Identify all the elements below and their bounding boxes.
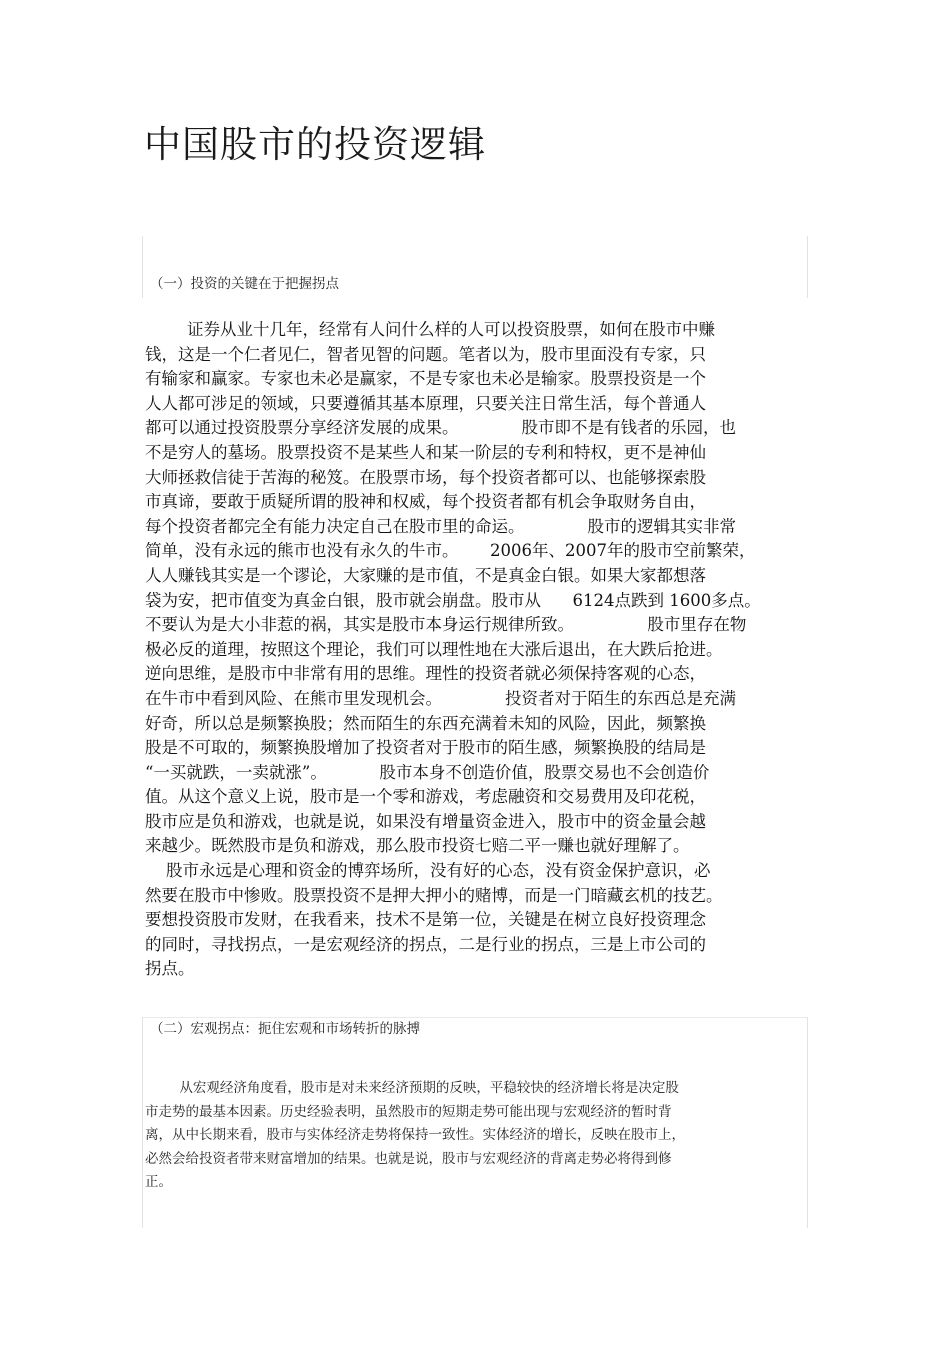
paragraph-line: 从宏观经济角度看，股市是对未来经济预期的反映，平稳较快的经济增长将是决定股 [145,1080,679,1096]
paragraph-line: 拐点。 [145,959,195,979]
paragraph-line: 有输家和赢家。专家也未必是赢家，不是专家也未必是输家。股票投资是一个 [145,369,706,389]
paragraph-line: 正。 [145,1174,172,1190]
paragraph-line: 钱，这是一个仁者见仁，智者见智的问题。笔者以为，股市里面没有专家，只 [145,344,706,364]
paragraph-line: 极必反的道理，按照这个理论，我们可以理性地在大涨后退出，在大跌后抢进。 [145,639,723,659]
paragraph-line: 必然会给投资者带来财富增加的结果。也就是说，股市与宏观经济的背离走势必将得到修 [145,1150,672,1167]
paragraph-line: 然要在股市中惨败。股票投资不是押大押小的赌博，而是一门暗藏玄机的技艺。 [145,885,723,905]
paragraph-line: 市走势的最基本因素。历史经验表明，虽然股市的短期走势可能出现与宏观经济的暂时背 [145,1103,672,1120]
paragraph-line: 不要认为是大小非惹的祸，其实是股市本身运行规律所致。 股市里存在物 [145,615,747,635]
paragraph-line: “一买就跌，一卖就涨”。 股市本身不创造价值，股票交易也不会创造价 [145,762,710,782]
paragraph-line: 简单，没有永远的熊市也没有永久的牛市。 2006年、2007年的股市空前繁荣， [145,541,756,561]
section-1-heading: （一）投资的关键在于把握拐点 [150,276,339,292]
paragraph-line: 的同时，寻找拐点，一是宏观经济的拐点，二是行业的拐点，三是上市公司的 [145,934,706,954]
paragraph-line: 股是不可取的，频繁换股增加了投资者对于股市的陌生感，频繁换股的结局是 [145,738,706,758]
section-2-heading: （二）宏观拐点：扼住宏观和市场转折的脉搏 [150,1021,420,1037]
paragraph-line: 都可以通过投资股票分享经济发展的成果。 股市即不是有钱者的乐园，也 [145,418,736,438]
paragraph-line: 来越少。既然股市是负和游戏，那么股市投资七赔二平一赚也就好理解了。 [145,836,690,856]
paragraph-line: 离，从中长期来看，股市与实体经济走势将保持一致性。实体经济的增长，反映在股市上， [145,1127,685,1143]
paragraph-line: 每个投资者都完全有能力决定自己在股市里的命运。 股市的逻辑其实非常 [145,516,736,536]
section-2-body [145,1077,805,1195]
paragraph-line: 股市永远是心理和资金的博弈场所，没有好的心态，没有资金保护意识，必 [145,861,711,881]
paragraph-line: 股市应是负和游戏，也就是说，如果没有增量资金进入，股市中的资金量会越 [145,811,706,831]
paragraph-line: 好奇，所以总是频繁换股；然而陌生的东西充满着未知的风险，因此，频繁换 [145,713,706,733]
paragraph-line: 值。从这个意义上说，股市是一个零和游戏，考虑融资和交易费用及印花税， [145,787,706,807]
paragraph-line: 不是穷人的墓场。股票投资不是某些人和某一阶层的专利和特权，更不是神仙 [145,442,706,462]
paragraph-line: 人人赚钱其实是一个谬论，大家赚的是市值，不是真金白银。如果大家都想落 [145,565,706,585]
paragraph-line: 大师拯救信徒于苦海的秘笈。在股票市场，每个投资者都可以、也能够探索股 [145,467,706,487]
document-title: 中国股市的投资逻辑 [144,123,486,166]
paragraph-line: 在牛市中看到风险、在熊市里发现机会。 投资者对于陌生的东西总是充满 [145,688,736,708]
paragraph-line: 逆向思维，是股市中非常有用的思维。理性的投资者就必须保持客观的心态， [145,664,706,684]
paragraph-line: 要想投资股市发财，在我看来，技术不是第一位，关键是在树立良好投资理念 [145,910,706,930]
paragraph-line: 证券从业十几年，经常有人问什么样的人可以投资股票，如何在股市中赚 [145,320,715,339]
section-1-body [145,318,805,982]
paragraph-line: 人人都可涉足的领域，只要遵循其基本原理，只要关注日常生活，每个普通人 [145,393,706,413]
paragraph-line: 市真谛，要敢于质疑所谓的股神和权威，每个投资者都有机会争取财务自由， [145,492,706,512]
paragraph-line: 袋为安，把市值变为真金白银，股市就会崩盘。股市从 6124点跌到 1600多点。 [145,590,761,610]
